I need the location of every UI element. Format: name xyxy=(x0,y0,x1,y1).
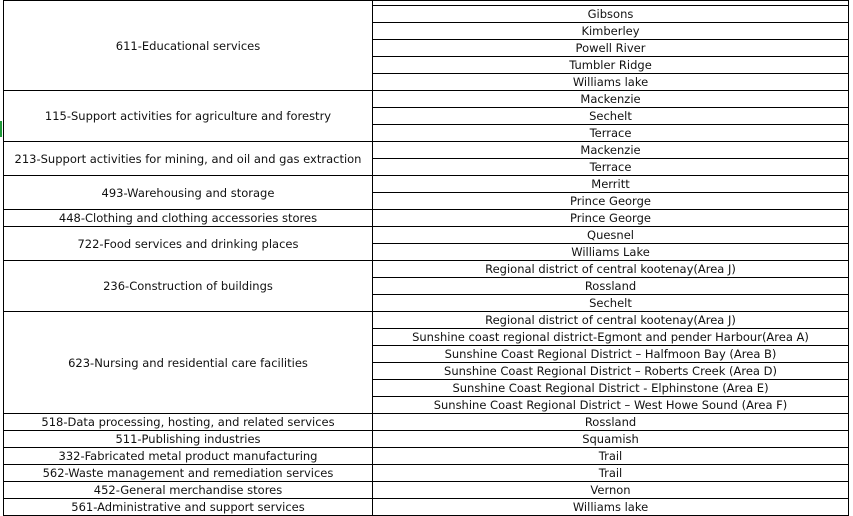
table-row xyxy=(4,482,849,499)
table-row xyxy=(4,142,849,159)
industry-cell: 332-Fabricated metal product manufacturing xyxy=(4,448,373,465)
location-cell: Powell River xyxy=(373,40,849,57)
table-row xyxy=(4,261,849,278)
industry-cell: 511-Publishing industries xyxy=(4,431,373,448)
table-row xyxy=(4,312,849,329)
location-cell: Regional district of central kootenay(Area J) xyxy=(373,261,849,278)
table-body xyxy=(4,1,849,516)
table-row xyxy=(4,499,849,516)
location-cell: Sechelt xyxy=(373,295,849,312)
location-cell: Rossland xyxy=(373,278,849,295)
location-cell: Kimberley xyxy=(373,23,849,40)
location-cell: Gibsons xyxy=(373,6,849,23)
location-cell: Sunshine Coast Regional District – Halfmoon Bay (Area B) xyxy=(373,346,849,363)
location-cell: Williams lake xyxy=(373,74,849,91)
location-cell: Merritt xyxy=(373,176,849,193)
location-cell: Trail xyxy=(373,465,849,482)
industry-cell: 493-Warehousing and storage xyxy=(4,176,373,210)
location-cell: Terrace xyxy=(373,125,849,142)
industry-cell: 722-Food services and drinking places xyxy=(4,227,373,261)
table-row xyxy=(4,91,849,108)
location-cell: Tumbler Ridge xyxy=(373,57,849,74)
location-cell: Prince George xyxy=(373,193,849,210)
table-row xyxy=(4,210,849,227)
location-cell: Quesnel xyxy=(373,227,849,244)
location-cell: Sunshine Coast Regional District – Roberts Creek (Area D) xyxy=(373,363,849,380)
location-cell: Prince George xyxy=(373,210,849,227)
table-row xyxy=(4,176,849,193)
industry-cell: 518-Data processing, hosting, and related services xyxy=(4,414,373,431)
location-cell: Sunshine Coast Regional District - Elphinstone (Area E) xyxy=(373,380,849,397)
location-cell: Sechelt xyxy=(373,108,849,125)
location-cell: Sunshine Coast Regional District – West Howe Sound (Area F) xyxy=(373,397,849,414)
industry-location-table xyxy=(3,0,849,516)
location-cell: Regional district of central kootenay(Area J) xyxy=(373,312,849,329)
industry-cell: 562-Waste management and remediation services xyxy=(4,465,373,482)
location-cell: Mackenzie xyxy=(373,142,849,159)
table-row xyxy=(4,465,849,482)
location-cell: Squamish xyxy=(373,431,849,448)
table-row xyxy=(4,448,849,465)
table-row xyxy=(4,227,849,244)
industry-cell: 623-Nursing and residential care facilities xyxy=(4,312,373,414)
industry-cell: 115-Support activities for agriculture and forestry xyxy=(4,91,373,142)
table-row xyxy=(4,431,849,448)
location-cell: Vernon xyxy=(373,482,849,499)
location-cell: Sunshine coast regional district-Egmont and pender Harbour(Area A) xyxy=(373,329,849,346)
industry-cell: 611-Educational services xyxy=(4,1,373,91)
location-cell: Rossland xyxy=(373,414,849,431)
industry-cell: 236-Construction of buildings xyxy=(4,261,373,312)
industry-cell: 213-Support activities for mining, and oil and gas extraction xyxy=(4,142,373,176)
location-cell: Mackenzie xyxy=(373,91,849,108)
industry-cell: 452-General merchandise stores xyxy=(4,482,373,499)
location-cell: Williams Lake xyxy=(373,244,849,261)
row-selection-marker xyxy=(0,121,2,137)
industry-cell: 561-Administrative and support services xyxy=(4,499,373,516)
location-cell: Trail xyxy=(373,448,849,465)
location-cell: Williams lake xyxy=(373,499,849,516)
location-cell: Terrace xyxy=(373,159,849,176)
table-row xyxy=(4,414,849,431)
industry-cell: 448-Clothing and clothing accessories stores xyxy=(4,210,373,227)
